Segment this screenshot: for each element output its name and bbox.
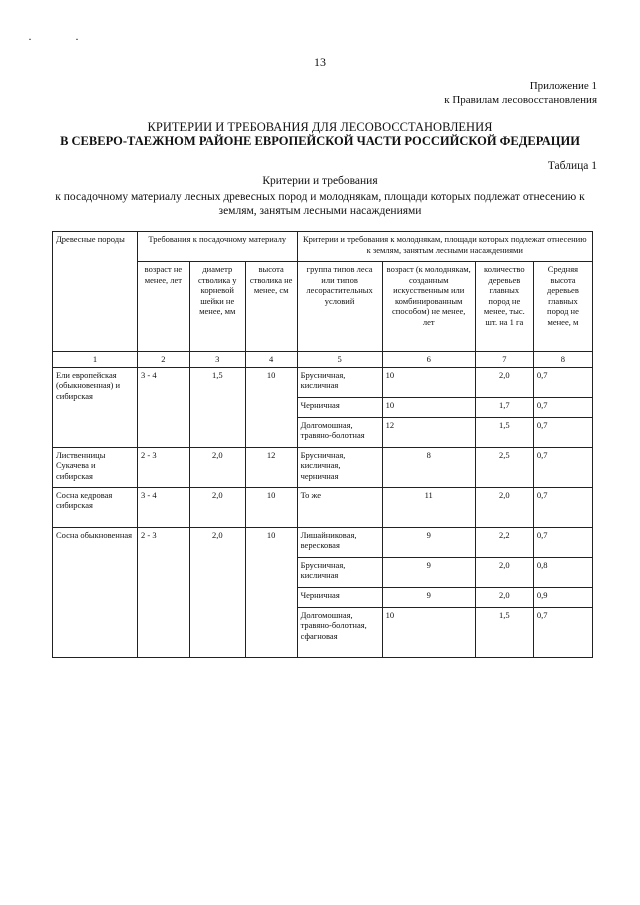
- header-young-stands: Критерии и требования к молоднякам, площади которых подлежат отнесению к землям, занятым лесными насаждениями: [297, 232, 592, 262]
- forest-type-cell: Долгомошная, травяно-болотная, сфагновая: [297, 607, 382, 657]
- young-age-cell: 10: [382, 607, 475, 657]
- count-cell: 2,0: [475, 587, 533, 607]
- height-cell: 10: [245, 367, 297, 447]
- count-cell: 1,5: [475, 417, 533, 447]
- height-cell: 10: [245, 527, 297, 657]
- requirements-table: [52, 231, 593, 658]
- header-age: возраст не менее, лет: [137, 262, 189, 352]
- young-age-cell: 9: [382, 587, 475, 607]
- count-cell: 1,7: [475, 397, 533, 417]
- young-age-cell: 12: [382, 417, 475, 447]
- col-number: 4: [245, 352, 297, 368]
- appendix-to: к Правилам лесовосстановления: [444, 94, 597, 106]
- forest-type-cell: То же: [297, 487, 382, 527]
- scan-marks: · ·: [28, 32, 99, 46]
- header-tree-count: количество деревьев главных пород не менее, тыс. шт. на 1 га: [475, 262, 533, 352]
- species-cell: Сосна обыкновенная: [53, 527, 138, 657]
- count-cell: 2,2: [475, 527, 533, 557]
- height-cell: 12: [245, 447, 297, 487]
- age-cell: 3 - 4: [137, 367, 189, 447]
- col-number: 1: [53, 352, 138, 368]
- table-label: Таблица 1: [547, 160, 597, 172]
- species-cell: Лиственницы Сукачева и сибирская: [53, 447, 138, 487]
- header-planting-material: Требования к посадочному материалу: [137, 232, 297, 262]
- table-row: [53, 367, 593, 397]
- young-age-cell: 9: [382, 557, 475, 587]
- age-cell: 2 - 3: [137, 527, 189, 657]
- species-cell: Сосна кедровая сибирская: [53, 487, 138, 527]
- avg-height-cell: 0,7: [533, 447, 592, 487]
- avg-height-cell: 0,7: [533, 487, 592, 527]
- avg-height-cell: 0,7: [533, 397, 592, 417]
- species-cell: Ели европейская (обыкновенная) и сибирская: [53, 367, 138, 447]
- forest-type-cell: Брусничная, кисличная: [297, 557, 382, 587]
- column-number-row: [53, 352, 593, 368]
- col-number: 5: [297, 352, 382, 368]
- forest-type-cell: Черничная: [297, 397, 382, 417]
- header-avg-height: Средняя высота деревьев главных пород не менее, м: [533, 262, 592, 352]
- table-row: [53, 487, 593, 527]
- header-species: Древесные породы: [53, 232, 138, 352]
- col-number: 2: [137, 352, 189, 368]
- header-young-age: возраст (к молоднякам, созданным искусственным или комбинированным способом) не менее, лет: [382, 262, 475, 352]
- header-height: высота стволика не менее, см: [245, 262, 297, 352]
- avg-height-cell: 0,7: [533, 367, 592, 397]
- document-title-line1: КРИТЕРИИ И ТРЕБОВАНИЯ ДЛЯ ЛЕСОВОССТАНОВЛЕНИЯ: [147, 120, 493, 134]
- avg-height-cell: 0,9: [533, 587, 592, 607]
- table-row: [53, 527, 593, 557]
- count-cell: 2,5: [475, 447, 533, 487]
- diameter-cell: 2,0: [189, 447, 245, 487]
- col-number: 7: [475, 352, 533, 368]
- col-number: 6: [382, 352, 475, 368]
- table-description: к посадочному материалу лесных древесных пород и молоднякам, площади которых подлежат отнесению к землям, занятым лесными насаждениями: [55, 191, 585, 217]
- avg-height-cell: 0,8: [533, 557, 592, 587]
- diameter-cell: 2,0: [189, 527, 245, 657]
- table-subtitle: Критерии и требования: [262, 175, 378, 187]
- header-forest-type: группа типов леса или типов лесорастительных условий: [297, 262, 382, 352]
- forest-type-cell: Долгомошная, травяно-болотная: [297, 417, 382, 447]
- count-cell: 2,0: [475, 487, 533, 527]
- diameter-cell: 1,5: [189, 367, 245, 447]
- diameter-cell: 2,0: [189, 487, 245, 527]
- table-row: [53, 447, 593, 487]
- count-cell: 2,0: [475, 367, 533, 397]
- page-number: 13: [314, 55, 326, 69]
- forest-type-cell: Брусничная, кисличная, черничная: [297, 447, 382, 487]
- height-cell: 10: [245, 487, 297, 527]
- avg-height-cell: 0,7: [533, 607, 592, 657]
- document-title-line2: В СЕВЕРО-ТАЕЖНОМ РАЙОНЕ ЕВРОПЕЙСКОЙ ЧАСТИ РОССИЙСКОЙ ФЕДЕРАЦИИ: [60, 134, 580, 148]
- forest-type-cell: Черничная: [297, 587, 382, 607]
- avg-height-cell: 0,7: [533, 417, 592, 447]
- young-age-cell: 8: [382, 447, 475, 487]
- young-age-cell: 9: [382, 527, 475, 557]
- appendix-label: Приложение 1: [529, 80, 597, 92]
- col-number: 3: [189, 352, 245, 368]
- age-cell: 3 - 4: [137, 487, 189, 527]
- count-cell: 2,0: [475, 557, 533, 587]
- forest-type-cell: Лишайниковая, вересковая: [297, 527, 382, 557]
- count-cell: 1,5: [475, 607, 533, 657]
- age-cell: 2 - 3: [137, 447, 189, 487]
- col-number: 8: [533, 352, 592, 368]
- header-diameter: диаметр стволика у корневой шейки не менее, мм: [189, 262, 245, 352]
- forest-type-cell: Брусничная, кисличная: [297, 367, 382, 397]
- young-age-cell: 10: [382, 367, 475, 397]
- young-age-cell: 10: [382, 397, 475, 417]
- avg-height-cell: 0,7: [533, 527, 592, 557]
- young-age-cell: 11: [382, 487, 475, 527]
